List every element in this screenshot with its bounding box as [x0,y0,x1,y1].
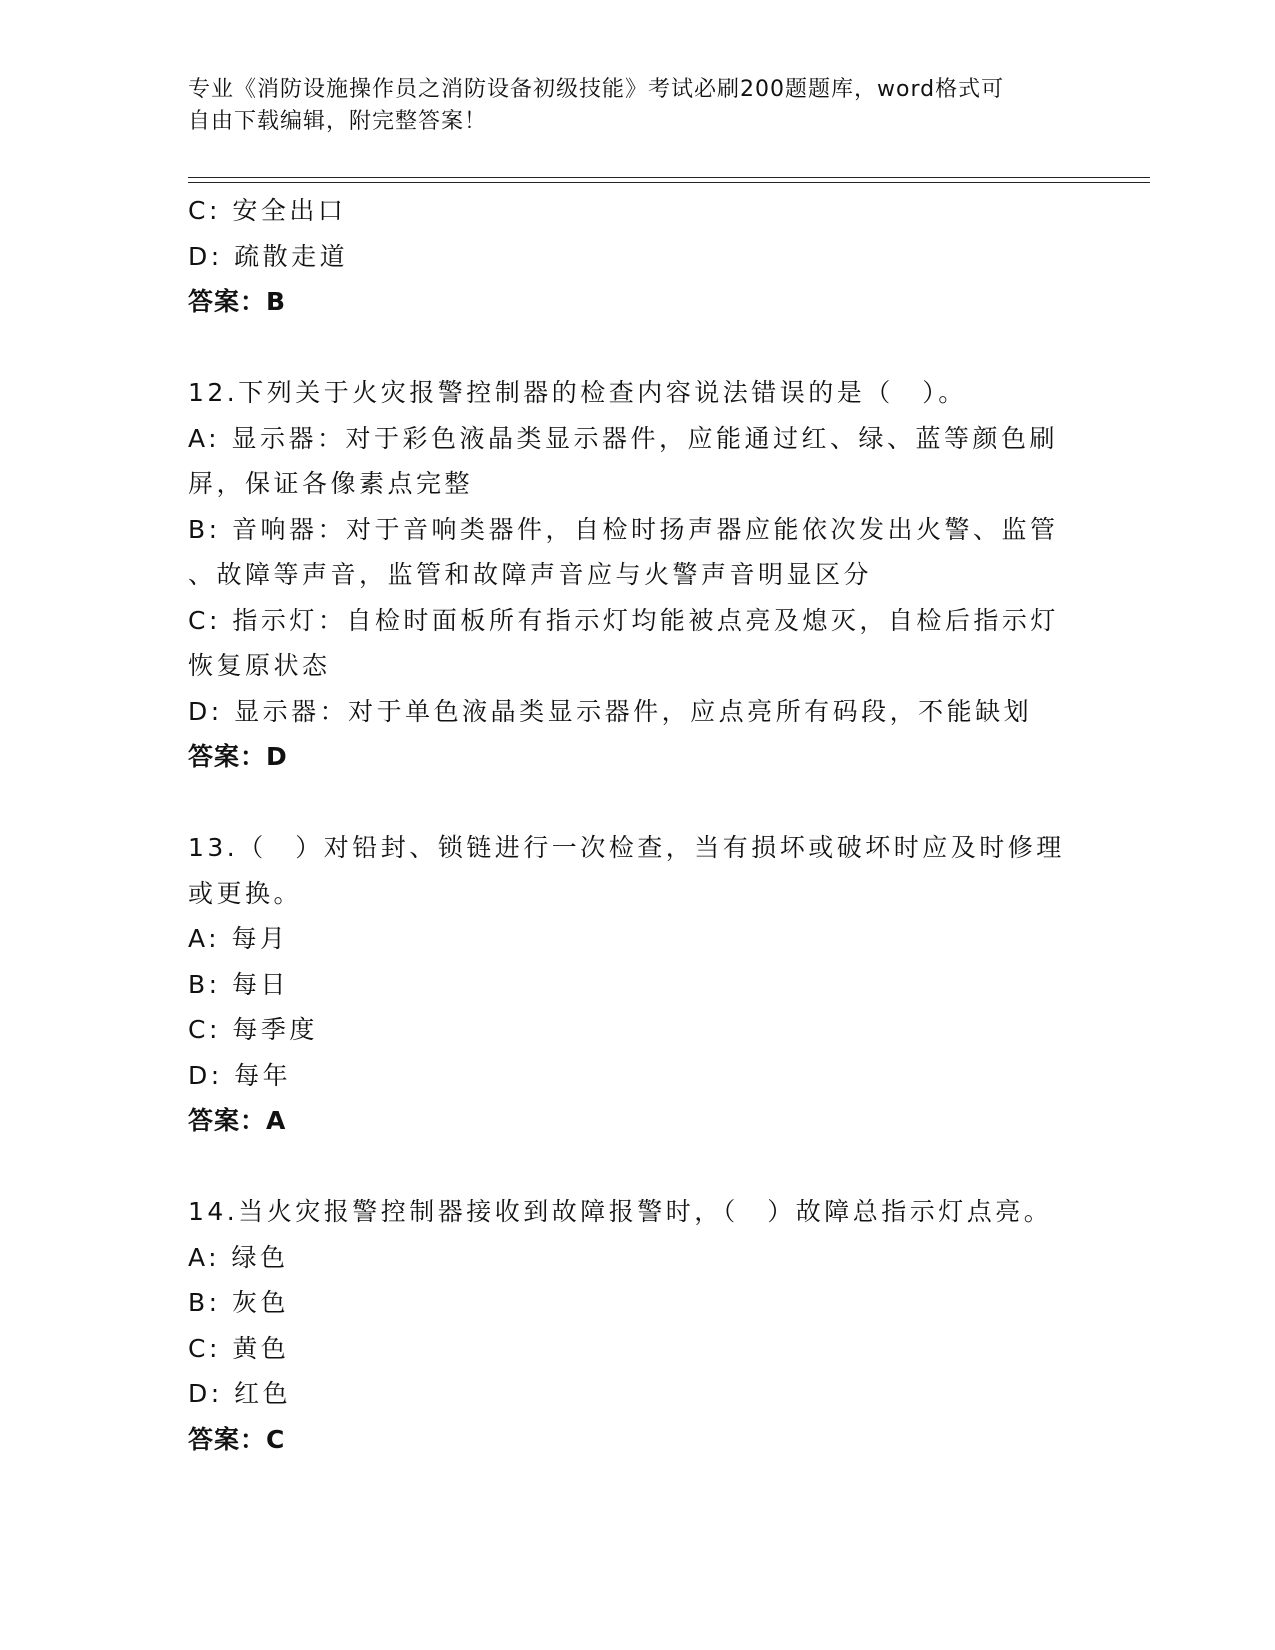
question-stem: 12.下列关于火灾报警控制器的检查内容说法错误的是（ ）。 [188,378,967,407]
header-title-line-1: 专业《消防设施操作员之消防设备初级技能》考试必刷200题题库，word格式可 [188,77,1005,102]
option-d: D: 红色 [188,1379,292,1408]
answer-line: 答案：C [188,1424,286,1454]
question-13 [188,825,1088,1144]
option-a: A: 每月 [188,924,289,953]
option-d: D: 疏散走道 [188,241,349,271]
option-b-continued: 、故障等声音，监管和故障声音应与火警声音明显区分 [188,560,873,589]
document-header [188,74,1068,138]
question-stem-continued: 或更换。 [188,878,303,908]
answer-line: 答案：A [188,1106,287,1135]
option-c: C: 黄色 [188,1333,290,1363]
header-divider-top [188,177,1150,178]
option-d: D: 每年 [188,1060,292,1090]
question-14 [188,1189,1088,1462]
option-b: B: 灰色 [188,1288,290,1317]
question-content [188,188,1088,1462]
option-c-continued: 恢复原状态 [188,651,331,680]
option-a-continued: 屏，保证各像素点完整 [188,469,474,498]
option-c: C: 安全出口 [188,196,347,225]
option-d: D: 显示器：对于单色液晶类显示器件，应点亮所有码段，不能缺划 [188,696,1033,726]
answer-line: 答案：D [188,742,288,771]
question-stem: 13.（ ）对铅封、锁链进行一次检查，当有损坏或破坏时应及时修理 [188,833,1065,862]
partial-question [188,188,1088,325]
option-a: A: 显示器：对于彩色液晶类显示器件，应能通过红、绿、蓝等颜色刷 [188,423,1059,453]
question-stem: 14.当火灾报警控制器接收到故障报警时，（ ）故障总指示灯点亮。 [188,1197,1053,1226]
option-b: B: 音响器：对于音响类器件，自检时扬声器应能依次发出火警、监管 [188,514,1059,544]
option-c: C: 指示灯：自检时面板所有指示灯均能被点亮及熄灭，自检后指示灯 [188,605,1059,635]
option-c: C: 每季度 [188,1015,318,1044]
header-title-line-2: 自由下载编辑，附完整答案！ [188,109,488,134]
option-b: B: 每日 [188,969,290,999]
option-a: A: 绿色 [188,1242,289,1272]
header-divider-bottom [188,182,1150,183]
answer-line: 答案：B [188,287,287,316]
question-12 [188,370,1088,780]
